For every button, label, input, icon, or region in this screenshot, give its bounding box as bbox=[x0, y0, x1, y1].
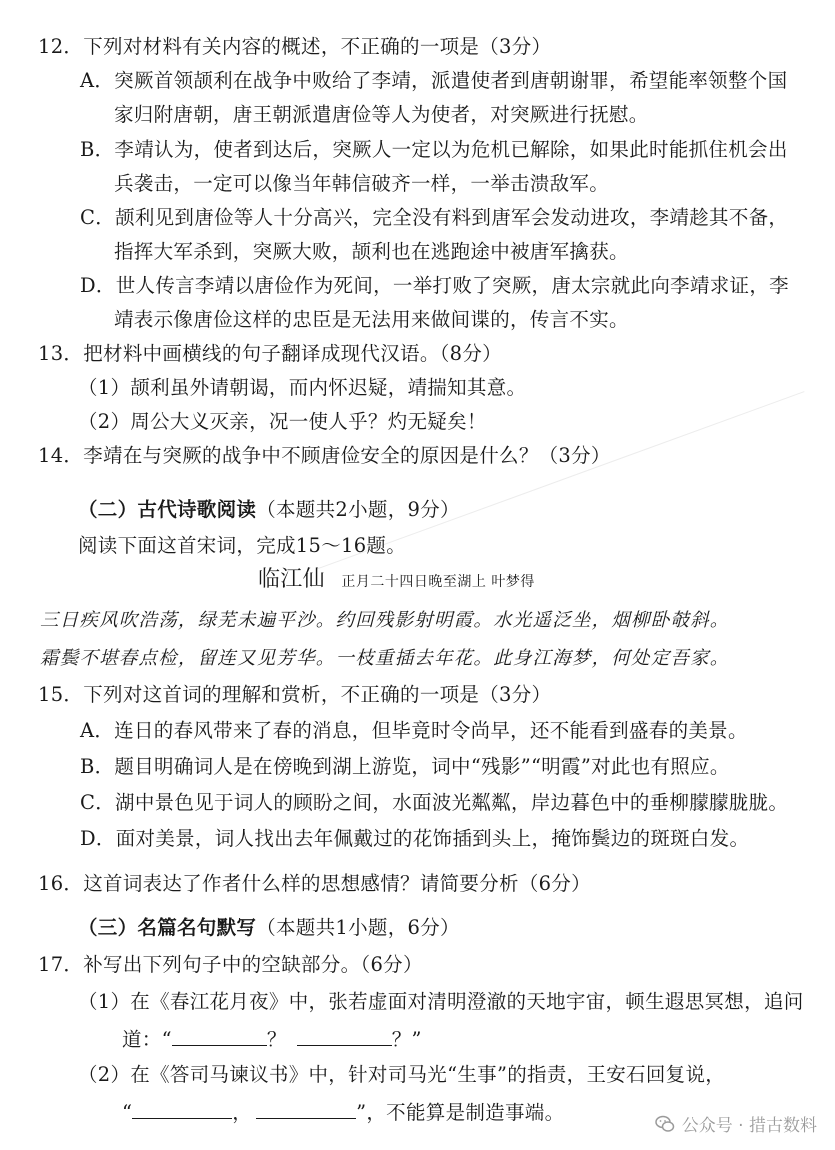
q14-stem: 14．李靖在与突厥的战争中不顾唐俭安全的原因是什么？（3分） bbox=[38, 444, 611, 467]
q17-s2-open: “ bbox=[122, 1101, 133, 1124]
q15-option-a: A．连日的春风带来了春的消息，但毕竟时令尚早，还不能看到盛春的美景。 bbox=[80, 719, 748, 742]
q17-s1-blank-2[interactable] bbox=[297, 1023, 392, 1046]
q13-stem: 13．把材料中画横线的句子翻译成现代汉语。（8分） bbox=[38, 342, 502, 365]
wechat-icon bbox=[655, 1114, 675, 1134]
q17-s1-blank-1[interactable] bbox=[172, 1023, 267, 1046]
q12-option-a-line1: A．突厥首领颉利在战争中败给了李靖，派遣使者到唐朝谢罪，希望能率领整个国 bbox=[80, 69, 788, 92]
q17-sentence-1-line1: （1）在《春江花月夜》中，张若虚面对清明澄澈的天地宇宙，顿生遐思冥想，追问 bbox=[78, 990, 804, 1013]
section2-heading-bold: （二）古代诗歌阅读 bbox=[78, 498, 257, 521]
q15-stem: 15．下列对这首词的理解和赏析，不正确的一项是（3分） bbox=[38, 683, 552, 706]
q17-stem: 17．补写出下列句子中的空缺部分。（6分） bbox=[38, 953, 423, 976]
section3-heading bbox=[78, 914, 460, 942]
q12-option-b-line1: B．李靖认为，使者到达后，突厥人一定以为危机已解除，如果此时能抓住机会出 bbox=[80, 138, 788, 161]
q12-option-d-line1: D．世人传言李靖以唐俭作为死间，一举打败了突厥，唐太宗就此向李靖求证，李 bbox=[80, 274, 789, 297]
q17-s1-close: ？” bbox=[391, 1028, 422, 1051]
q15-option-d: D．面对美景，词人找出去年佩戴过的花饰插到头上，掩饰鬓边的斑斑白发。 bbox=[80, 827, 750, 850]
q12-option-c-line1: C．颉利见到唐俭等人十分高兴，完全没有料到唐军会发动进攻，李靖趁其不备， bbox=[80, 206, 789, 229]
q13-sentence-2: （2）周公大义灭亲，况一使人乎？灼无疑矣！ bbox=[78, 410, 487, 433]
section3-heading-bold: （三）名篇名句默写 bbox=[78, 916, 257, 939]
q16-stem: 16．这首词表达了作者什么样的思想感情？请简要分析（6分） bbox=[38, 872, 591, 895]
q13-sentence-1: （1）颉利虽外请朝谒，而内怀迟疑，靖揣知其意。 bbox=[78, 376, 527, 399]
watermark bbox=[655, 1111, 817, 1136]
q12-option-b-line2: 兵袭击，一定可以像当年韩信破齐一样，一举击溃敌军。 bbox=[114, 172, 610, 195]
watermark-text: 公众号 · 措古数料 bbox=[681, 1116, 817, 1136]
poem-subtitle: 正月二十四日晚至湖上 叶梦得 bbox=[341, 574, 535, 590]
q15-option-b: B．题目明确词人是在傍晚到湖上游览，词中“残影”“明霞”对此也有照应。 bbox=[80, 755, 730, 778]
section2-instruction: 阅读下面这首宋词，完成15～16题。 bbox=[78, 534, 407, 557]
poem-line-1: 三日疾风吹浩荡，绿芜未遍平沙。约回残影射明霞。水光遥泛坐，烟柳卧攲斜。 bbox=[40, 610, 730, 631]
q12-option-d-line2: 靖表示像唐俭这样的忠臣是无法用来做间谍的，传言不实。 bbox=[114, 308, 629, 331]
q17-s2-mid: ， bbox=[232, 1101, 253, 1124]
q17-s2-blank-1[interactable] bbox=[132, 1096, 232, 1119]
q12-stem: 12．下列对材料有关内容的概述，不正确的一项是（3分） bbox=[38, 35, 552, 58]
q17-sentence-2-line2 bbox=[122, 1096, 564, 1127]
q17-s1-mid: ？ bbox=[266, 1028, 287, 1051]
section3-heading-rest: （本题共1小题，6分） bbox=[256, 916, 460, 939]
section2-heading-rest: （本题共2小题，9分） bbox=[256, 498, 460, 521]
poem-line-2: 霜鬓不堪春点检，留连又见芳华。一枝重插去年花。此身江海梦，何处定吾家。 bbox=[40, 648, 730, 669]
poem-title: 临江仙 bbox=[258, 567, 325, 592]
q15-option-c: C．湖中景色见于词人的顾盼之间，水面波光粼粼，岸边暮色中的垂柳朦朦胧胧。 bbox=[80, 791, 789, 814]
q17-sentence-2-line1: （2）在《答司马谏议书》中，针对司马光“生事”的指责，王安石回复说， bbox=[78, 1063, 726, 1086]
q12-option-a-line2: 家归附唐朝，唐王朝派遣唐俭等人为使者，对突厥进行抚慰。 bbox=[114, 103, 649, 126]
section2-heading bbox=[78, 496, 460, 524]
q17-sentence-1-line2 bbox=[122, 1023, 422, 1054]
q17-s1-open: 道：“ bbox=[122, 1028, 172, 1051]
q17-s2-blank-2[interactable] bbox=[256, 1096, 356, 1119]
q12-option-c-line2: 指挥大军杀到，突厥大败，颉利也在逃跑途中被唐军擒获。 bbox=[114, 240, 629, 263]
q17-s2-close: ”，不能算是制造事端。 bbox=[356, 1101, 565, 1124]
poem-header bbox=[258, 566, 535, 596]
